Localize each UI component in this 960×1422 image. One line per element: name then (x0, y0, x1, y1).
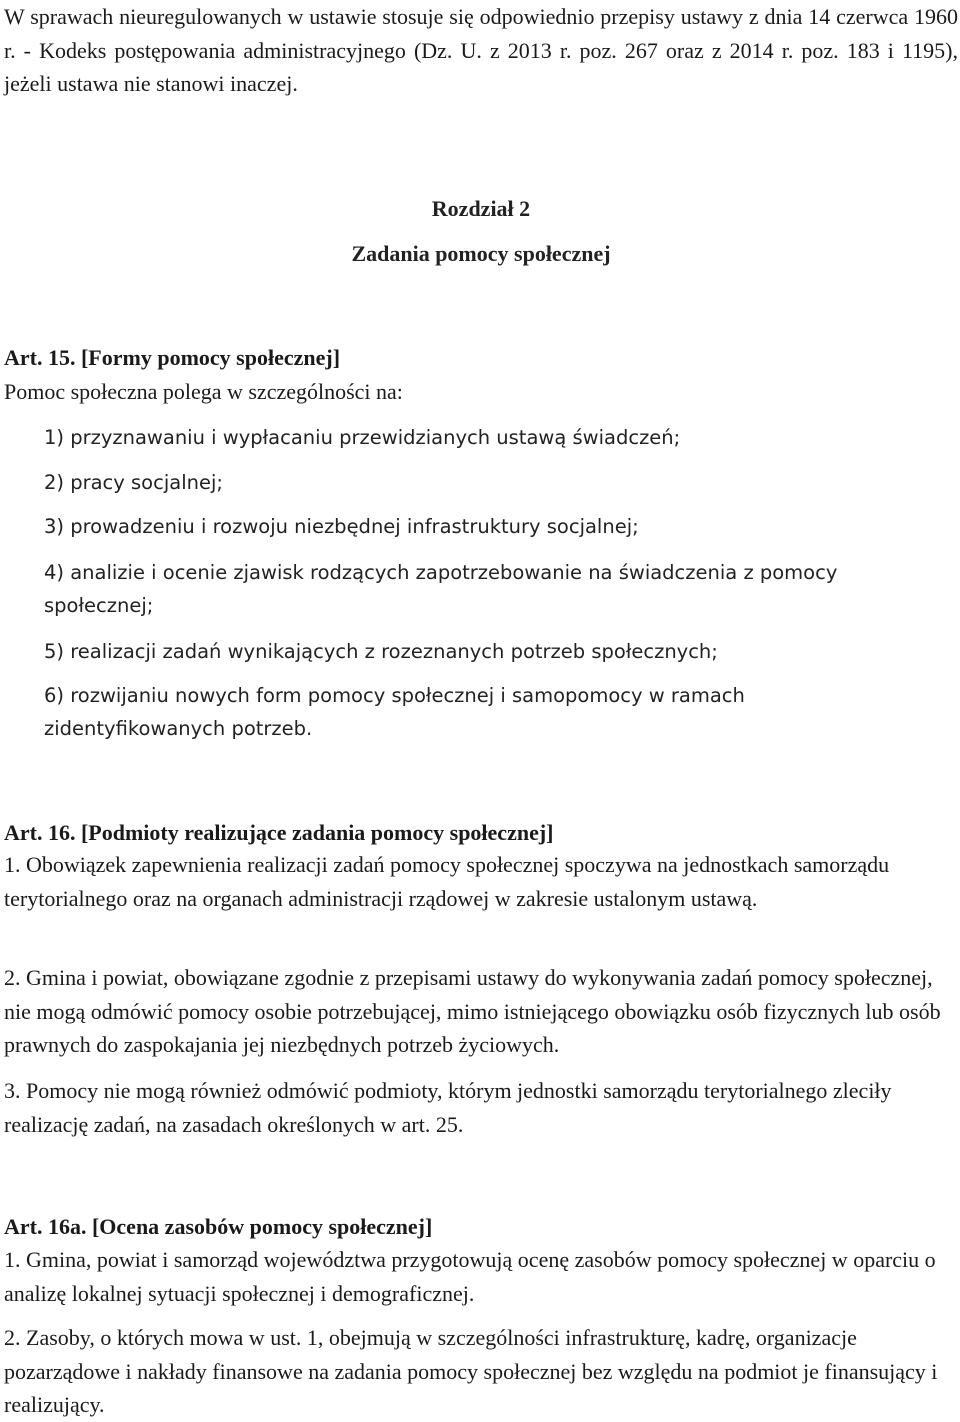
article-16-paragraph-3: 3. Pomocy nie mogą również odmówić podmioty, którym jednostki samorządu terytorialnego zleciły realizację zadań, na zasadach określonych w art. 25. (4, 1078, 892, 1137)
article-16-paragraph-2: 2. Gmina i powiat, obowiązane zgodnie z przepisami ustawy do wykonywania zadań pomocy społecznej, nie mogą odmówić pomocy osobie potrzebującej, mimo istniejącego obowiązku osób fizycznych lub osób prawnych do zaspokajania jej niezbędnych potrzeb życiowych. (4, 965, 941, 1057)
list-item: 6) rozwijaniu nowych form pomocy społecznej i samopomocy w ramach zidentyfikowanych potrzeb. (44, 684, 745, 740)
intro-paragraph: W sprawach nieuregulowanych w ustawie stosuje się odpowiednio przepisy ustawy z dnia 14 czerwca 1960 r. - Kodeks postępowania administracyjnego (Dz. U. z 2013 r. poz. 267 oraz z 2014 r. poz. 183 i 1195), jeżeli ustawa nie stanowi inaczej. (4, 4, 958, 96)
article-15-title: Art. 15. [Formy pomocy społecznej] (4, 345, 341, 370)
article-15 (4, 341, 958, 408)
list-item: 4) analizie i ocenie zjawisk rodzących zapotrzebowanie na świadczenia z pomocy społecznej; (44, 561, 838, 617)
article-16a-paragraph-2: 2. Zasoby, o których mowa w ust. 1, obejmują w szczególności infrastrukturę, kadrę, organizacje pozarządowe i nakłady finansowe na zadania pomocy społecznej bez względu na podmiot je finansujący i realizujący. (4, 1325, 938, 1417)
article-16-paragraph-1: 1. Obowiązek zapewnienia realizacji zadań pomocy społecznej spoczywa na jednostkach samorządu terytorialnego oraz na organach administracji rządowej w zakresie ustalonym ustawą. (4, 852, 890, 911)
article-16-title: Art. 16. [Podmioty realizujące zadania pomocy społecznej] (4, 820, 554, 845)
list-item: 5) realizacji zadań wynikających z rozeznanych potrzeb społecznych; (44, 640, 718, 663)
chapter-number: Rozdział 2 (431, 196, 531, 221)
list-item: 1) przyznawaniu i wypłacaniu przewidzianych ustawą świadczeń; (44, 426, 681, 449)
list-item: 3) prowadzeniu i rozwoju niezbędnej infrastruktury socjalnej; (44, 515, 639, 538)
article-16a-title: Art. 16a. [Ocena zasobów pomocy społecznej] (4, 1214, 433, 1239)
chapter-title: Zadania pomocy społecznej (351, 241, 611, 266)
article-15-lead: Pomoc społeczna polega w szczególności na: (4, 378, 403, 404)
list-item: 2) pracy socjalnej; (44, 471, 223, 494)
article-16a-paragraph-1: 1. Gmina, powiat i samorząd województwa przygotowują ocenę zasobów pomocy społecznej w oparciu o analizę lokalnej sytuacji społecznej i demograficznej. (4, 1247, 936, 1306)
